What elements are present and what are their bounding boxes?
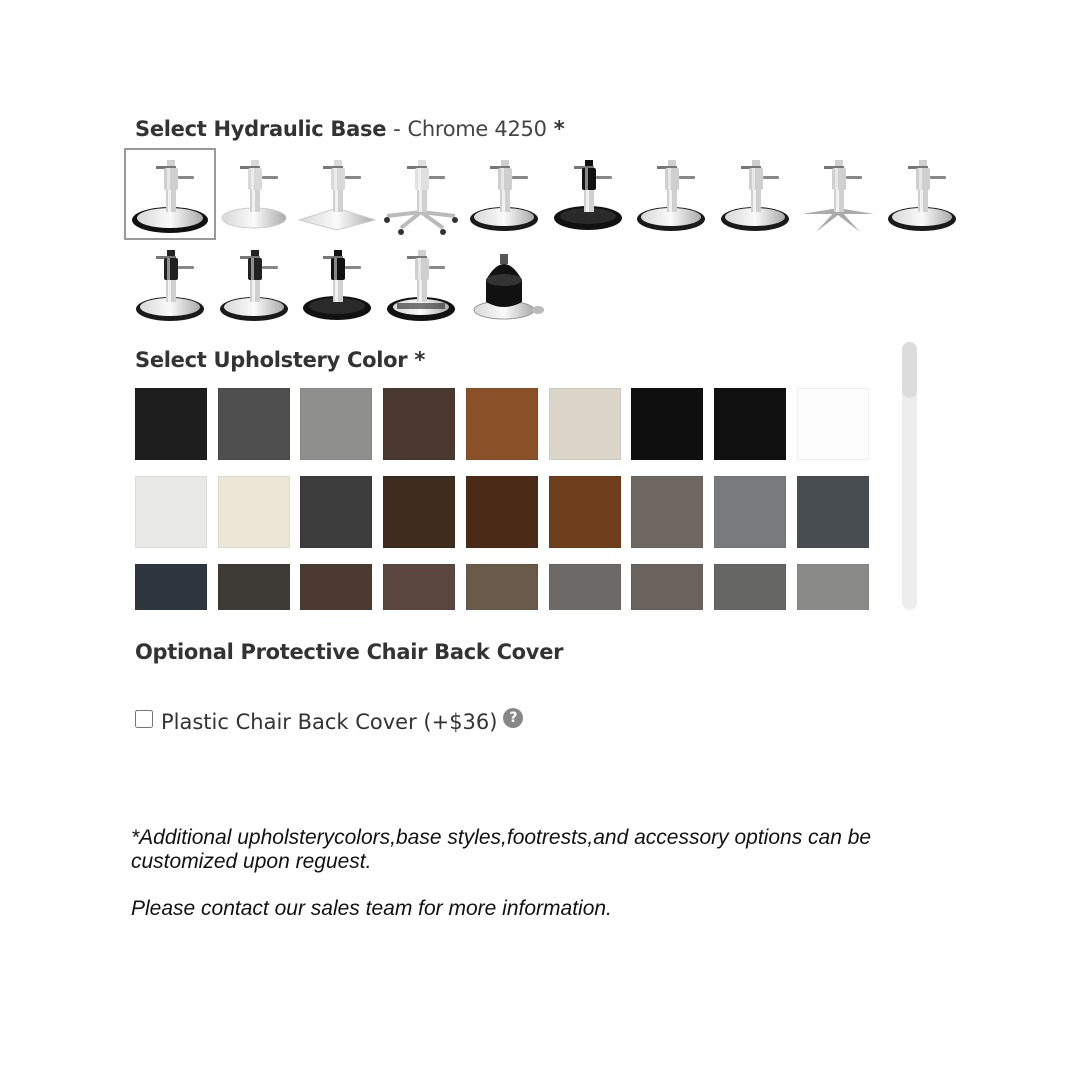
base-title-separator: - — [393, 117, 401, 141]
base-option[interactable] — [458, 148, 550, 240]
round-base-black-mat-icon — [126, 150, 214, 238]
color-swatch[interactable] — [466, 388, 538, 460]
color-swatch[interactable] — [797, 388, 869, 460]
base-option[interactable] — [876, 148, 968, 240]
customization-note: *Additional upholsterycolors,base styles,footrests,and accessory options can be customized upon reguest. — [131, 826, 872, 873]
star-base-casters-icon — [377, 150, 465, 238]
black-pump-footrest-base-icon — [460, 240, 548, 328]
required-mark: * — [553, 117, 565, 141]
back-cover-option[interactable] — [135, 710, 523, 734]
color-swatch[interactable] — [135, 564, 207, 610]
color-swatch[interactable] — [300, 564, 372, 610]
color-swatch[interactable] — [714, 388, 786, 460]
base-option[interactable] — [291, 148, 383, 240]
base-option[interactable] — [208, 238, 300, 330]
swatch-scrollbar-thumb[interactable] — [902, 342, 917, 398]
base-option[interactable] — [625, 148, 717, 240]
color-swatch[interactable] — [383, 476, 455, 548]
round-chrome-base-icon — [210, 150, 298, 238]
base-option[interactable] — [124, 238, 216, 330]
color-swatch[interactable] — [797, 564, 869, 610]
back-cover-label[interactable]: Plastic Chair Back Cover (+$36) — [161, 710, 498, 734]
back-cover-checkbox[interactable] — [135, 710, 153, 728]
color-swatch[interactable] — [631, 564, 703, 610]
color-swatch[interactable] — [383, 388, 455, 460]
color-swatch[interactable] — [631, 388, 703, 460]
base-section-title — [135, 117, 564, 141]
color-swatch[interactable] — [135, 388, 207, 460]
base-option[interactable] — [542, 148, 634, 240]
color-swatch[interactable] — [714, 476, 786, 548]
base-option[interactable] — [458, 238, 550, 330]
round-black-base-icon — [544, 150, 632, 238]
base-option[interactable] — [375, 238, 467, 330]
round-chrome-black-ring-base-icon — [878, 150, 966, 238]
required-mark: * — [414, 348, 426, 372]
base-option[interactable] — [375, 148, 467, 240]
color-swatch[interactable] — [218, 388, 290, 460]
round-chrome-black-pump-base-icon — [126, 240, 214, 328]
color-swatch[interactable] — [300, 388, 372, 460]
color-swatch[interactable] — [549, 388, 621, 460]
round-chrome-black-ring-base-icon — [627, 150, 715, 238]
base-option[interactable] — [709, 148, 801, 240]
round-chrome-black-pump-base-icon — [210, 240, 298, 328]
color-swatch[interactable] — [549, 564, 621, 610]
base-option[interactable] — [208, 148, 300, 240]
color-swatch[interactable] — [466, 564, 538, 610]
question-circle-icon[interactable]: ? — [503, 708, 523, 728]
color-swatch[interactable] — [714, 564, 786, 610]
base-option[interactable] — [792, 148, 884, 240]
color-swatch[interactable] — [797, 476, 869, 548]
cover-section-title: Optional Protective Chair Back Cover — [135, 640, 564, 664]
base-option[interactable] — [124, 148, 216, 240]
color-swatch[interactable] — [300, 476, 372, 548]
color-swatch[interactable] — [466, 476, 538, 548]
contact-note: Please contact our sales team for more information. — [131, 897, 612, 920]
selected-base-value: Chrome 4250 — [407, 117, 547, 141]
star-base-icon — [794, 150, 882, 238]
upholstery-swatch-list[interactable] — [135, 388, 875, 610]
color-swatch[interactable] — [135, 476, 207, 548]
color-swatch[interactable] — [549, 476, 621, 548]
round-black-base-icon — [293, 240, 381, 328]
color-swatch[interactable] — [218, 564, 290, 610]
round-chrome-black-ring-base-icon — [460, 150, 548, 238]
round-chrome-black-ring-base-icon — [711, 150, 799, 238]
square-chrome-base-icon — [293, 150, 381, 238]
color-swatch[interactable] — [383, 564, 455, 610]
base-option[interactable] — [291, 238, 383, 330]
round-chrome-black-mat-base-icon — [377, 240, 465, 328]
color-section-title — [135, 348, 425, 372]
color-swatch[interactable] — [631, 476, 703, 548]
color-swatch[interactable] — [218, 476, 290, 548]
base-title-text: Select Hydraulic Base — [135, 117, 387, 141]
color-title-text: Select Upholstery Color — [135, 348, 408, 372]
